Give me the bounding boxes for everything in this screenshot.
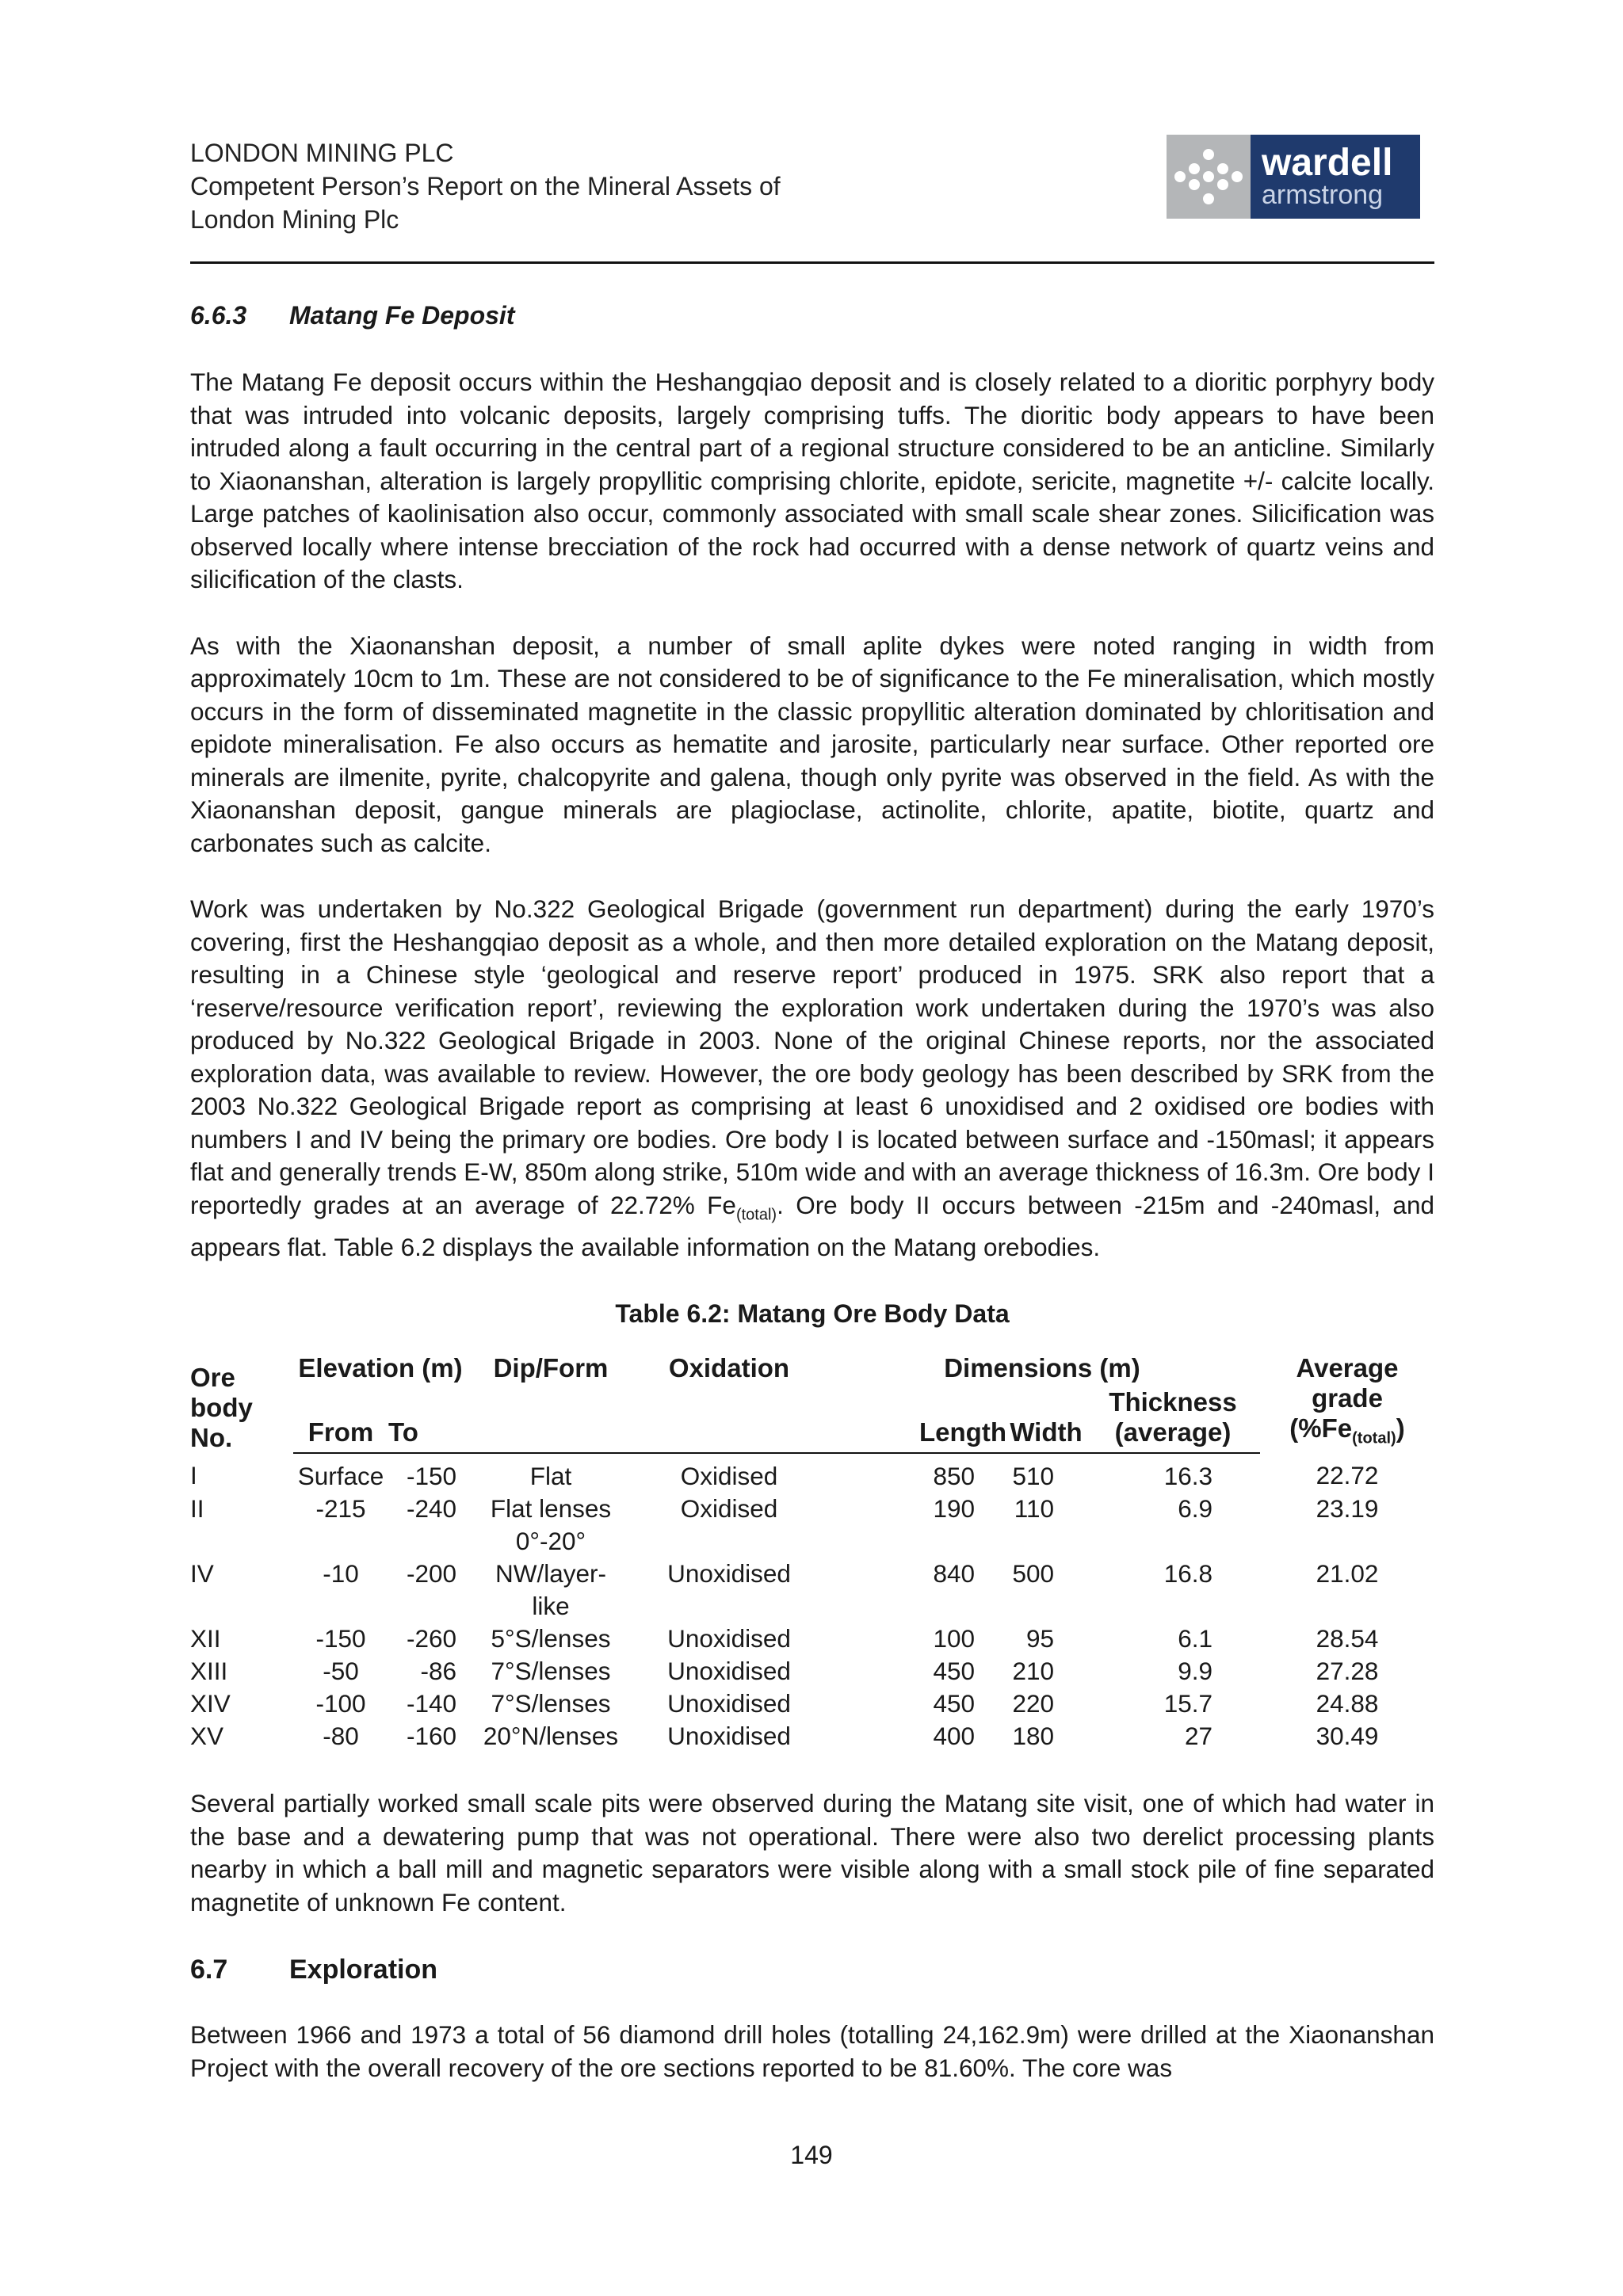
cell-to: -150 [406,1462,456,1491]
cell-no: XV [190,1722,224,1751]
header-grade-fe: (%Fe [1289,1413,1353,1443]
cell-length: 450 [933,1689,975,1718]
paragraph-3-subscript: (total) [735,1205,777,1223]
header-dip-form: Dip/Form [493,1352,609,1383]
cell-to: -86 [420,1657,456,1686]
header-ore-body-line1: Ore [190,1363,235,1393]
header-thickness-line2: (average) [1114,1417,1232,1447]
paragraph-after-table: Several partially worked small scale pits were observed during the Matang site visit, one of which had water in the base and a dewatering pump that was not operational. There were also two derelict processing plants nearby in which a ball mill and magnetic separators were visible along with a small stock pile of fine separated magnetite of unknown Fe content. [190,1789,1434,1917]
cell-dip-line1: 20°N/lenses [483,1722,619,1751]
cell-length: 190 [933,1494,975,1524]
section-number: 6.7 [190,1955,228,1985]
cell-no: I [190,1461,197,1490]
header-grade-line2: grade [1312,1383,1383,1413]
table-row [190,1623,1434,1655]
cell-length: 450 [933,1657,975,1686]
cell-oxidation: Unoxidised [667,1559,791,1589]
cell-no: II [190,1494,204,1524]
table-body [190,1453,1434,1753]
page-content [190,299,1434,2118]
cell-no: IV [190,1559,214,1589]
cell-from: -80 [323,1722,359,1751]
cell-dip-form [468,1688,634,1720]
logo-word: wardell [1262,142,1393,184]
section-heading-6-7 [190,1952,1434,1987]
logo-sub: armstrong [1262,180,1384,210]
cell-dip-line1: 7°S/lenses [491,1657,611,1686]
cell-oxidation: Oxidised [680,1462,778,1491]
header-oxidation: Oxidation [668,1352,790,1383]
cell-length: 400 [933,1722,975,1751]
cell-thickness: 27 [1184,1722,1212,1751]
header-thickness-line1: Thickness [1109,1387,1237,1417]
table-row [190,1558,1434,1623]
cell-dip-line1: 5°S/lenses [491,1624,611,1653]
table-row [190,1453,1434,1493]
cell-width: 110 [1014,1494,1054,1524]
header-ore-body-line3: No. [190,1423,233,1453]
cell-from: -150 [315,1624,366,1653]
cell-length: 100 [933,1624,975,1653]
cell-dip-line1: Flat lenses [490,1494,612,1524]
cell-from: -50 [323,1657,359,1686]
cell-thickness: 9.9 [1178,1657,1212,1686]
header-thickness [1086,1385,1260,1454]
table-row [190,1655,1434,1688]
cell-dip-form [468,1655,634,1688]
cell-dip-form [468,1623,634,1655]
cell-grade: 23.19 [1316,1494,1379,1524]
cell-length: 850 [933,1462,975,1491]
cell-thickness: 16.8 [1163,1559,1212,1589]
cell-dip-line2: like [532,1592,570,1621]
header-ore-body [190,1353,293,1454]
cell-thickness: 6.9 [1178,1494,1212,1524]
wardell-armstrong-logo [1167,135,1420,219]
cell-oxidation: Oxidised [680,1494,778,1524]
cell-from: -10 [323,1559,359,1589]
section-title: Matang Fe Deposit [289,301,515,330]
cell-grade: 22.72 [1316,1461,1379,1490]
header-grade-close: ) [1396,1413,1405,1443]
cell-thickness: 16.3 [1163,1462,1212,1491]
cell-width: 210 [1012,1657,1054,1686]
cell-dip-form [468,1720,634,1753]
header-grade-line3 [1260,1413,1434,1454]
cell-to: -240 [406,1494,456,1524]
header-width: Width [1006,1385,1086,1454]
cell-from: Surface [297,1462,384,1491]
table-row [190,1493,1434,1558]
cell-to: -260 [406,1624,456,1653]
cell-dip-line1: Flat [529,1462,572,1491]
cell-to: -160 [406,1722,456,1751]
header-ore-body-line2: body [190,1393,253,1423]
cell-from: -215 [315,1494,366,1524]
cell-thickness: 15.7 [1163,1689,1212,1718]
cell-oxidation: Unoxidised [667,1657,791,1686]
header-grade-subscript: (total) [1352,1429,1396,1447]
header-report-line1: Competent Person’s Report on the Mineral Assets of [190,172,781,200]
header-grade-line1: Average [1296,1352,1399,1383]
header-company: LONDON MINING PLC [190,139,454,167]
header-from: From [293,1385,388,1454]
header-dimensions: Dimensions (m) [944,1352,1140,1383]
header-average-grade [1260,1353,1434,1454]
cell-grade: 24.88 [1316,1689,1379,1718]
cell-width: 510 [1012,1462,1054,1491]
paragraph-3-part1: Work was undertaken by No.322 Geological Brigade (government run department) during the early 1970’s covering, first the Heshangqiao deposit as a whole, and then more detailed exploration on the Matang deposit, resulting in a Chinese style ‘geological and reserve report’ produced in 1975. SRK also report that a ‘reserve/resource verification report’, reviewing the exploration work undertaken during the 1970’s was also produced by No.322 Geological Brigade in 2003. None of the original Chinese reports, nor the associated exploration data, was available to review. However, the ore body geology has been described by SRK from the 2003 No.322 Geological Brigade report as comprising at least 6 unoxidised and 2 oxidised ore bodies with numbers I and IV being the primary ore bodies. Ore body I is located between surface and -150masl; it appears flat and generally trends E-W, 850m along strike, 510m wide and with an average thickness of 16.3m. Ore body I reportedly grades at an average of 22.72% Fe [190,894,1434,1219]
ore-body-table [190,1353,1434,1753]
cell-to: -140 [406,1689,456,1718]
logo-diamond-icon [1167,135,1251,219]
paragraph-exploration: Between 1966 and 1973 a total of 56 diamond drill holes (totalling 24,162.9m) were drilled at the Xiaonanshan Project with the overall recovery of the ore sections reported to be 81.60%. The core was [190,2020,1434,2082]
cell-oxidation: Unoxidised [667,1624,791,1653]
table-row [190,1720,1434,1753]
cell-width: 220 [1012,1689,1054,1718]
header-divider [190,261,1434,264]
cell-dip-line2: 0°-20° [515,1527,586,1556]
cell-width: 95 [1025,1624,1054,1653]
cell-dip-line1: NW/layer- [495,1559,606,1589]
cell-no: XIII [190,1657,228,1686]
page-number: 149 [790,2141,833,2169]
cell-grade: 27.28 [1316,1657,1379,1686]
cell-grade: 30.49 [1316,1722,1379,1751]
cell-length: 840 [933,1559,975,1589]
header-report-line2: London Mining Plc [190,205,399,234]
section-heading-6-6-3 [190,299,1434,331]
header-length: Length [824,1385,1006,1454]
cell-dip-form [468,1453,634,1493]
paragraph-3 [190,893,1434,1264]
cell-no: XII [190,1624,221,1653]
paragraph-1: The Matang Fe deposit occurs within the Heshangqiao deposit and is closely related to a dioritic porphyry body that was intruded into volcanic deposits, largely comprising tuffs. The dioritic body appears to have been intruded along a fault occurring in the central part of a regional structure considered to be an anticline. Similarly to Xiaonanshan, alteration is largely propyllitic comprising chlorite, epidote, sericite, magnetite +/- calcite locally. Large patches of kaolinisation also occur, commonly associated with small scale shear zones. Silicification was observed locally where intense brecciation of the rock had occurred with a dense network of quartz veins and silicification of the clasts. [190,368,1434,593]
paragraph-2: As with the Xiaonanshan deposit, a number of small aplite dykes were noted ranging in width from approximately 10cm to 1m. These are not considered to be of significance to the Fe mineralisation, which mostly occurs in the form of disseminated magnetite in the classic propyllitic alteration dominated by chloritisation and epidote mineralisation. Fe also occurs as hematite and jarosite, particularly near surface. Other reported ore minerals are ilmenite, pyrite, chalcopyrite and galena, though only pyrite was observed in the field. As with the Xiaonanshan deposit, gangue minerals are plagioclase, actinolite, chlorite, apatite, biotite, quartz and carbonates such as calcite. [190,631,1434,857]
cell-width: 180 [1012,1722,1054,1751]
header-elevation: Elevation (m) [298,1352,463,1383]
cell-no: XIV [190,1689,231,1718]
cell-width: 500 [1012,1559,1054,1589]
cell-grade: 21.02 [1316,1559,1379,1589]
cell-grade: 28.54 [1316,1624,1379,1653]
cell-to: -200 [406,1559,456,1589]
cell-dip-line1: 7°S/lenses [491,1689,611,1718]
cell-from: -100 [315,1689,366,1718]
cell-thickness: 6.1 [1178,1624,1212,1653]
paragraph-3-part2: . Ore body II occurs between -215m and -240masl, and appears flat. Table 6.2 displays the available information on the Matang orebodies. [190,1190,1434,1262]
cell-dip-form [468,1493,634,1558]
section-title: Exploration [289,1955,438,1985]
section-number: 6.6.3 [190,301,247,330]
table-row [190,1688,1434,1720]
table-title: Table 6.2: Matang Ore Body Data [615,1299,1010,1328]
cell-oxidation: Unoxidised [667,1722,791,1751]
header-to: To [388,1385,468,1454]
cell-oxidation: Unoxidised [667,1689,791,1718]
cell-dip-form [468,1558,634,1623]
